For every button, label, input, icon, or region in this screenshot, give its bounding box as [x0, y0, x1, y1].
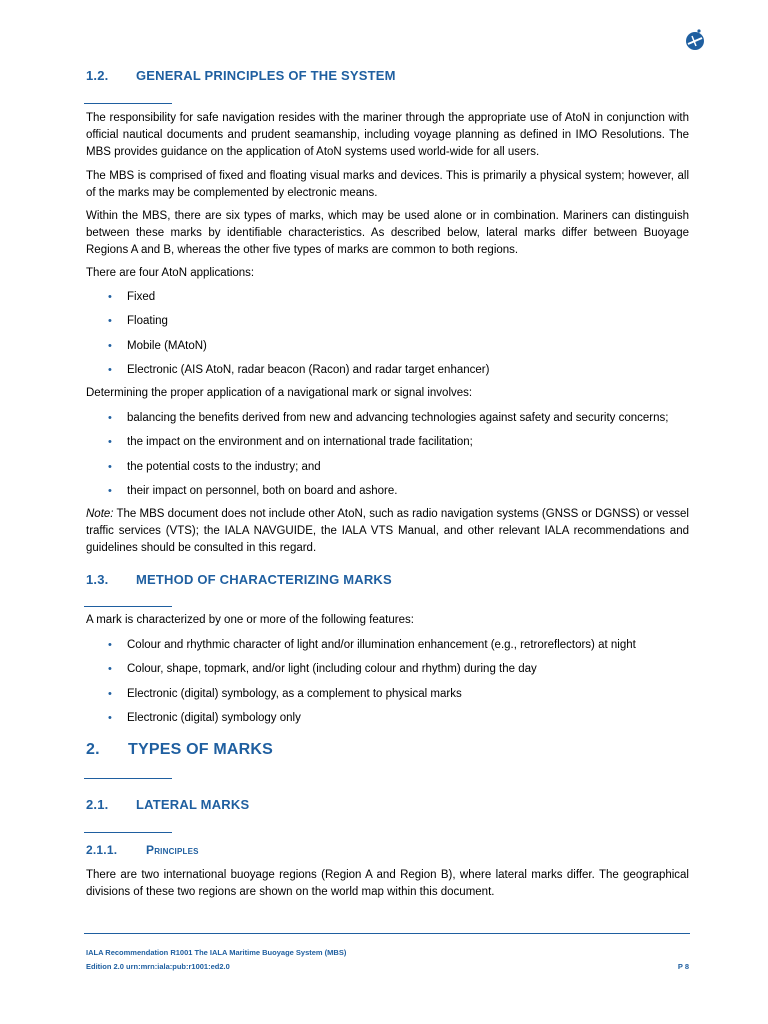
bullet-icon: • [108, 363, 112, 376]
list-item: • balancing the benefits derived from new and advancing technologies against safety and security concerns; [86, 410, 689, 434]
bullet-icon: • [108, 663, 112, 676]
list-item: • Electronic (AIS AtoN, radar beacon (Racon) and radar target enhancer) [86, 362, 689, 386]
bullet-icon: • [108, 436, 112, 449]
paragraph: The responsibility for safe navigation resides with the mariner through the appropriate use of AtoN in conjunction with official nautical documents and prudent seamanship, including voyage planning as defined in IMO Resolutions. The MBS provides guidance on the application of AtoN systems used world-wide for all users. [86, 112, 689, 158]
heading-rule [84, 778, 172, 779]
note-paragraph [86, 506, 689, 557]
list-item: • Colour, shape, topmark, and/or light (including colour and rhythm) during the day [86, 661, 689, 685]
bullet-icon: • [108, 339, 112, 352]
paragraph: A mark is characterized by one or more of the following features: [86, 614, 414, 626]
section-title: Principles [146, 843, 199, 857]
bullet-icon: • [108, 639, 112, 651]
paragraph: There are two international buoyage regions (Region A and Region B), where lateral marks differ. The geographical divisions of these two regions are shown on the world map within this document. [86, 869, 689, 898]
list-item: • the impact on the environment and on international trade facilitation; [86, 434, 689, 458]
bullet-icon: • [108, 484, 112, 497]
paragraph: The MBS is comprised of fixed and floating visual marks and devices. This is primarily a physical system; however, all of the marks may be complemented by electronic means. [86, 170, 689, 199]
list-item: • Fixed [86, 289, 689, 313]
list-item: • Colour and rhythmic character of light and/or illumination enhancement (e.g., retroreflectors) at night [86, 637, 689, 661]
iala-logo-icon [683, 28, 707, 52]
footer-rule [84, 933, 690, 934]
list-item: • Mobile (MAtoN) [86, 338, 689, 362]
considerations-list [86, 410, 689, 507]
list-item: • Floating [86, 313, 689, 337]
heading-rule [84, 606, 172, 607]
bullet-icon: • [108, 315, 112, 328]
paragraph: There are four AtoN applications: [86, 267, 255, 279]
paragraph: Determining the proper application of a navigational mark or signal involves: [86, 387, 473, 399]
bullet-icon: • [108, 687, 112, 700]
bullet-icon: • [108, 460, 112, 473]
footer-title: IALA Recommendation R1001 The IALA Maritime Buoyage System (MBS) [86, 948, 347, 957]
paragraph: Within the MBS, there are six types of marks, which may be used alone or in combination. Mariners can distinguish between these marks by identifiable characteristics. As described below, lateral marks differ between Buoyage Regions A and B, whereas the other five types of marks are common to both regions. [86, 210, 689, 256]
note-label: Note: [86, 508, 114, 520]
list-item: • the potential costs to the industry; and [86, 459, 689, 483]
section-title: LATERAL MARKS [136, 797, 250, 812]
section-number: 2. [86, 741, 100, 758]
list-item: • Electronic (digital) symbology only [86, 710, 689, 734]
section-number: 2.1. [86, 797, 109, 812]
section-title: GENERAL PRINCIPLES OF THE SYSTEM [136, 68, 396, 83]
list-item: • their impact on personnel, both on board and ashore. [86, 483, 689, 507]
footer-edition: Edition 2.0 urn:mrn:iala:pub:r1001:ed2.0 [86, 962, 230, 971]
heading-rule [84, 103, 172, 104]
section-title: TYPES OF MARKS [128, 741, 274, 758]
note-text: The MBS document does not include other AtoN, such as radio navigation systems (GNSS or DGNSS) or vessel traffic services (VTS); the IALA NAVGUIDE, the IALA VTS Manual, and other relevant IALA recommendations and guidelines should be consulted in this regard. [86, 508, 689, 554]
aton-applications-list [86, 289, 689, 386]
heading-rule [84, 832, 172, 833]
bullet-icon: • [108, 711, 112, 724]
page-number: P 8 [677, 962, 689, 971]
section-title: METHOD OF CHARACTERIZING MARKS [136, 572, 392, 587]
bullet-icon: • [108, 412, 112, 424]
section-number: 1.2. [86, 68, 109, 83]
mark-features-list [86, 637, 689, 734]
bullet-icon: • [108, 291, 112, 303]
section-number: 1.3. [86, 572, 109, 587]
list-item: • Electronic (digital) symbology, as a complement to physical marks [86, 686, 689, 710]
section-number: 2.1.1. [86, 843, 118, 857]
